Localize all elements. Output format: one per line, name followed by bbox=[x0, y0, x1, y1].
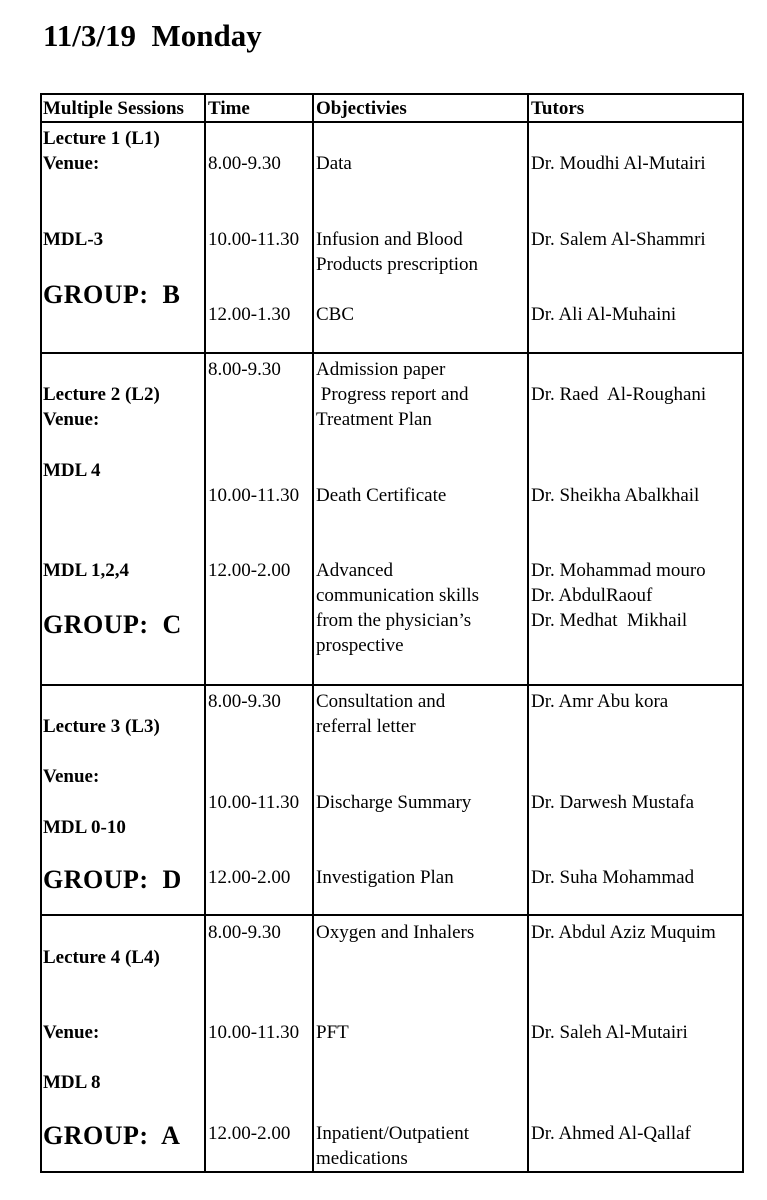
objective-cell: Admission paper bbox=[316, 359, 446, 380]
time-cell: 8.00-9.30 bbox=[208, 153, 281, 174]
tutor-cell: Dr. Abdul Aziz Muquim bbox=[531, 922, 716, 943]
venue-label: Venue: bbox=[43, 409, 100, 430]
time-cell: 10.00-11.30 bbox=[208, 1022, 300, 1043]
group-label: GROUP: A bbox=[43, 1121, 181, 1150]
time-cell: 12.00-2.00 bbox=[208, 1123, 291, 1144]
objective-cell: Investigation Plan bbox=[316, 867, 454, 888]
room-label: MDL 4 bbox=[43, 460, 101, 481]
tutor-cell: Dr. Amr Abu kora bbox=[531, 691, 669, 712]
tutor-cell: Dr. Saleh Al-Mutairi bbox=[531, 1022, 688, 1043]
tutor-cell: Dr. Medhat Mikhail bbox=[531, 610, 688, 631]
header-objectives: Objectivies bbox=[316, 98, 407, 119]
objective-cell: Consultation and bbox=[316, 691, 446, 712]
objective-cell: referral letter bbox=[316, 716, 416, 737]
time-cell: 8.00-9.30 bbox=[208, 922, 281, 943]
objective-cell: Data bbox=[316, 153, 352, 174]
tutor-cell: Dr. AbdulRaouf bbox=[531, 585, 653, 606]
objective-cell: medications bbox=[316, 1148, 408, 1169]
time-cell: 10.00-11.30 bbox=[208, 229, 300, 250]
objective-cell: Inpatient/Outpatient bbox=[316, 1123, 470, 1144]
objective-cell: from the physician’s bbox=[316, 610, 472, 631]
venue-label: Venue: bbox=[43, 766, 100, 787]
objective-cell: CBC bbox=[316, 304, 355, 325]
room-label: MDL 8 bbox=[43, 1072, 101, 1093]
header-sessions: Multiple Sessions bbox=[43, 98, 184, 119]
time-cell: 12.00-2.00 bbox=[208, 560, 291, 581]
objective-cell: Advanced bbox=[316, 560, 394, 581]
header-tutors: Tutors bbox=[531, 98, 585, 119]
tutor-cell: Dr. Mohammad mouro bbox=[531, 560, 706, 581]
block-divider bbox=[40, 914, 744, 916]
lecture-label: Lecture 2 (L2) bbox=[43, 384, 160, 405]
room-label: MDL 0-10 bbox=[43, 817, 126, 838]
objective-cell: Death Certificate bbox=[316, 485, 447, 506]
header-divider bbox=[40, 121, 744, 123]
tutor-cell: Dr. Suha Mohammad bbox=[531, 867, 695, 888]
objective-cell: PFT bbox=[316, 1022, 349, 1043]
tutor-cell: Dr. Salem Al-Shammri bbox=[531, 229, 706, 250]
tutor-cell: Dr. Moudhi Al-Mutairi bbox=[531, 153, 706, 174]
objective-cell: Oxygen and Inhalers bbox=[316, 922, 475, 943]
time-cell: 8.00-9.30 bbox=[208, 359, 281, 380]
objective-cell: Discharge Summary bbox=[316, 792, 472, 813]
page-title: 11/3/19 Monday bbox=[43, 18, 262, 53]
room-label: MDL 1,2,4 bbox=[43, 560, 130, 581]
tutor-cell: Dr. Ali Al-Muhaini bbox=[531, 304, 677, 325]
time-cell: 12.00-1.30 bbox=[208, 304, 291, 325]
lecture-label: Lecture 1 (L1) bbox=[43, 128, 160, 149]
objective-cell: Treatment Plan bbox=[316, 409, 432, 430]
time-cell: 10.00-11.30 bbox=[208, 792, 300, 813]
header-time: Time bbox=[208, 98, 250, 119]
lecture-label: Lecture 3 (L3) bbox=[43, 716, 160, 737]
objective-cell: Products prescription bbox=[316, 254, 479, 275]
lecture-label: Lecture 4 (L4) bbox=[43, 947, 160, 968]
column-divider bbox=[312, 93, 314, 1173]
tutor-cell: Dr. Ahmed Al-Qallaf bbox=[531, 1123, 691, 1144]
time-cell: 10.00-11.30 bbox=[208, 485, 300, 506]
time-cell: 8.00-9.30 bbox=[208, 691, 281, 712]
venue-label: Venue: bbox=[43, 153, 100, 174]
objective-cell: Infusion and Blood bbox=[316, 229, 463, 250]
block-divider bbox=[40, 352, 744, 354]
time-cell: 12.00-2.00 bbox=[208, 867, 291, 888]
column-divider bbox=[204, 93, 206, 1173]
group-label: GROUP: D bbox=[43, 865, 182, 894]
tutor-cell: Dr. Sheikha Abalkhail bbox=[531, 485, 700, 506]
objective-cell: communication skills bbox=[316, 585, 480, 606]
tutor-cell: Dr. Raed Al-Roughani bbox=[531, 384, 707, 405]
tutor-cell: Dr. Darwesh Mustafa bbox=[531, 792, 695, 813]
group-label: GROUP: C bbox=[43, 610, 182, 639]
column-divider bbox=[527, 93, 529, 1173]
objective-cell: prospective bbox=[316, 635, 404, 656]
venue-label: Venue: bbox=[43, 1022, 100, 1043]
objective-cell: Progress report and bbox=[316, 384, 469, 405]
block-divider bbox=[40, 684, 744, 686]
group-label: GROUP: B bbox=[43, 280, 181, 309]
room-label: MDL-3 bbox=[43, 229, 104, 250]
